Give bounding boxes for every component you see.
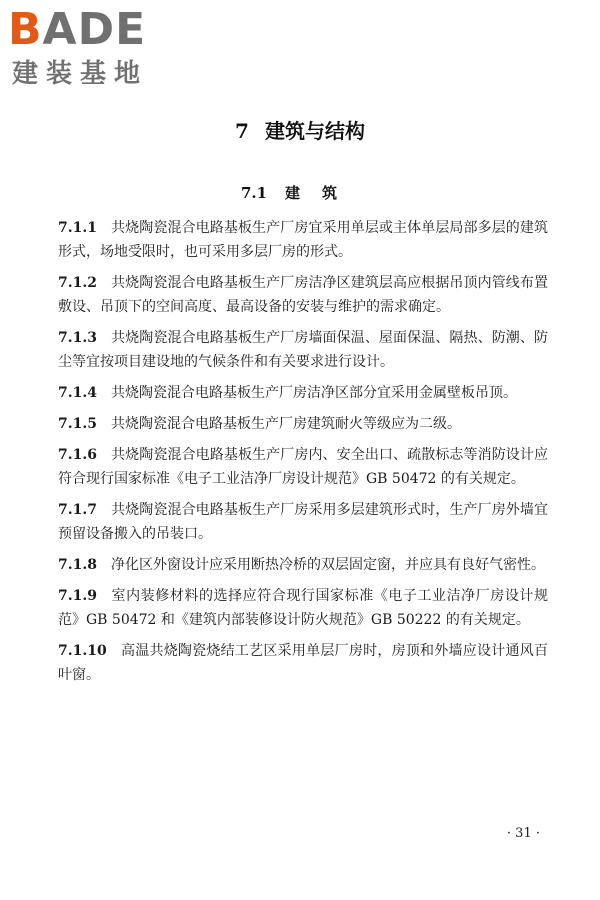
clause-7-1-2 — [58, 271, 548, 319]
chapter-name: 建筑与结构 — [264, 119, 365, 143]
clause-text: 净化区外窗设计应采用断热冷桥的双层固定窗，并应具有良好气密性。 — [110, 557, 545, 573]
clause-text: 共烧陶瓷混合电路基板生产厂房内、安全出口、疏散标志等消防设计应符合现行国家标准《电子工业洁净厂房设计规范》GB 50472 的有关规定。 — [58, 447, 548, 487]
clause-7-1-1 — [58, 216, 548, 264]
clause-7-1-7 — [58, 498, 548, 546]
clause-number: 7.1.1 — [58, 220, 97, 236]
section-title — [0, 182, 600, 203]
clause-text: 共烧陶瓷混合电路基板生产厂房洁净区建筑层高应根据吊顶内管线布置敷设、吊顶下的空间高度、最高设备的安装与维护的需求确定。 — [58, 275, 548, 315]
clause-text: 共烧陶瓷混合电路基板生产厂房墙面保温、屋面保温、隔热、防潮、防尘等宜按项目建设地的气候条件和有关要求进行设计。 — [58, 330, 548, 370]
clause-number: 7.1.10 — [58, 643, 107, 659]
clause-text: 共烧陶瓷混合电路基板生产厂房采用多层建筑形式时，生产厂房外墙宜预留设备搬入的吊装口。 — [58, 502, 548, 542]
clause-number: 7.1.8 — [58, 557, 97, 573]
page-number: · 31 · — [506, 826, 540, 841]
clause-number: 7.1.2 — [58, 275, 97, 291]
clause-7-1-3 — [58, 326, 548, 374]
clause-7-1-10 — [58, 639, 548, 687]
clause-number: 7.1.9 — [58, 588, 97, 604]
clause-7-1-4 — [58, 381, 548, 405]
chapter-title — [0, 115, 600, 144]
clause-7-1-5 — [58, 412, 548, 436]
clause-number: 7.1.7 — [58, 502, 97, 518]
clause-list — [58, 216, 548, 694]
clause-7-1-8 — [58, 553, 548, 577]
clause-7-1-9 — [58, 584, 548, 632]
clause-text: 共烧陶瓷混合电路基板生产厂房洁净区部分宜采用金属壁板吊顶。 — [110, 385, 517, 401]
clause-number: 7.1.3 — [58, 330, 97, 346]
clause-7-1-6 — [58, 443, 548, 491]
clause-text: 共烧陶瓷混合电路基板生产厂房建筑耐火等级应为二级。 — [110, 416, 461, 432]
clause-text: 高温共烧陶瓷烧结工艺区采用单层厂房时，房顶和外墙应设计通风百叶窗。 — [58, 643, 548, 683]
logo-wordmark-accent: B — [8, 4, 43, 55]
clause-number: 7.1.6 — [58, 447, 97, 463]
section-number: 7.1 — [240, 184, 268, 202]
clause-number: 7.1.4 — [58, 385, 97, 401]
logo-wordmark-rest: ADE — [42, 4, 147, 55]
chapter-number: 7 — [235, 119, 249, 143]
clause-text: 共烧陶瓷混合电路基板生产厂房宜采用单层或主体单层局部多层的建筑形式，场地受限时，也可采用多层厂房的形式。 — [58, 220, 548, 260]
logo-subtitle: 建装基地 — [12, 59, 149, 89]
logo-wordmark — [8, 6, 146, 54]
logo — [8, 6, 188, 90]
section-name: 建筑 — [285, 184, 360, 202]
clause-number: 7.1.5 — [58, 416, 97, 432]
clause-text: 室内装修材料的选择应符合现行国家标准《电子工业洁净厂房设计规范》GB 50472 和《建筑内部装修设计防火规范》GB 50222 的有关规定。 — [58, 588, 548, 628]
